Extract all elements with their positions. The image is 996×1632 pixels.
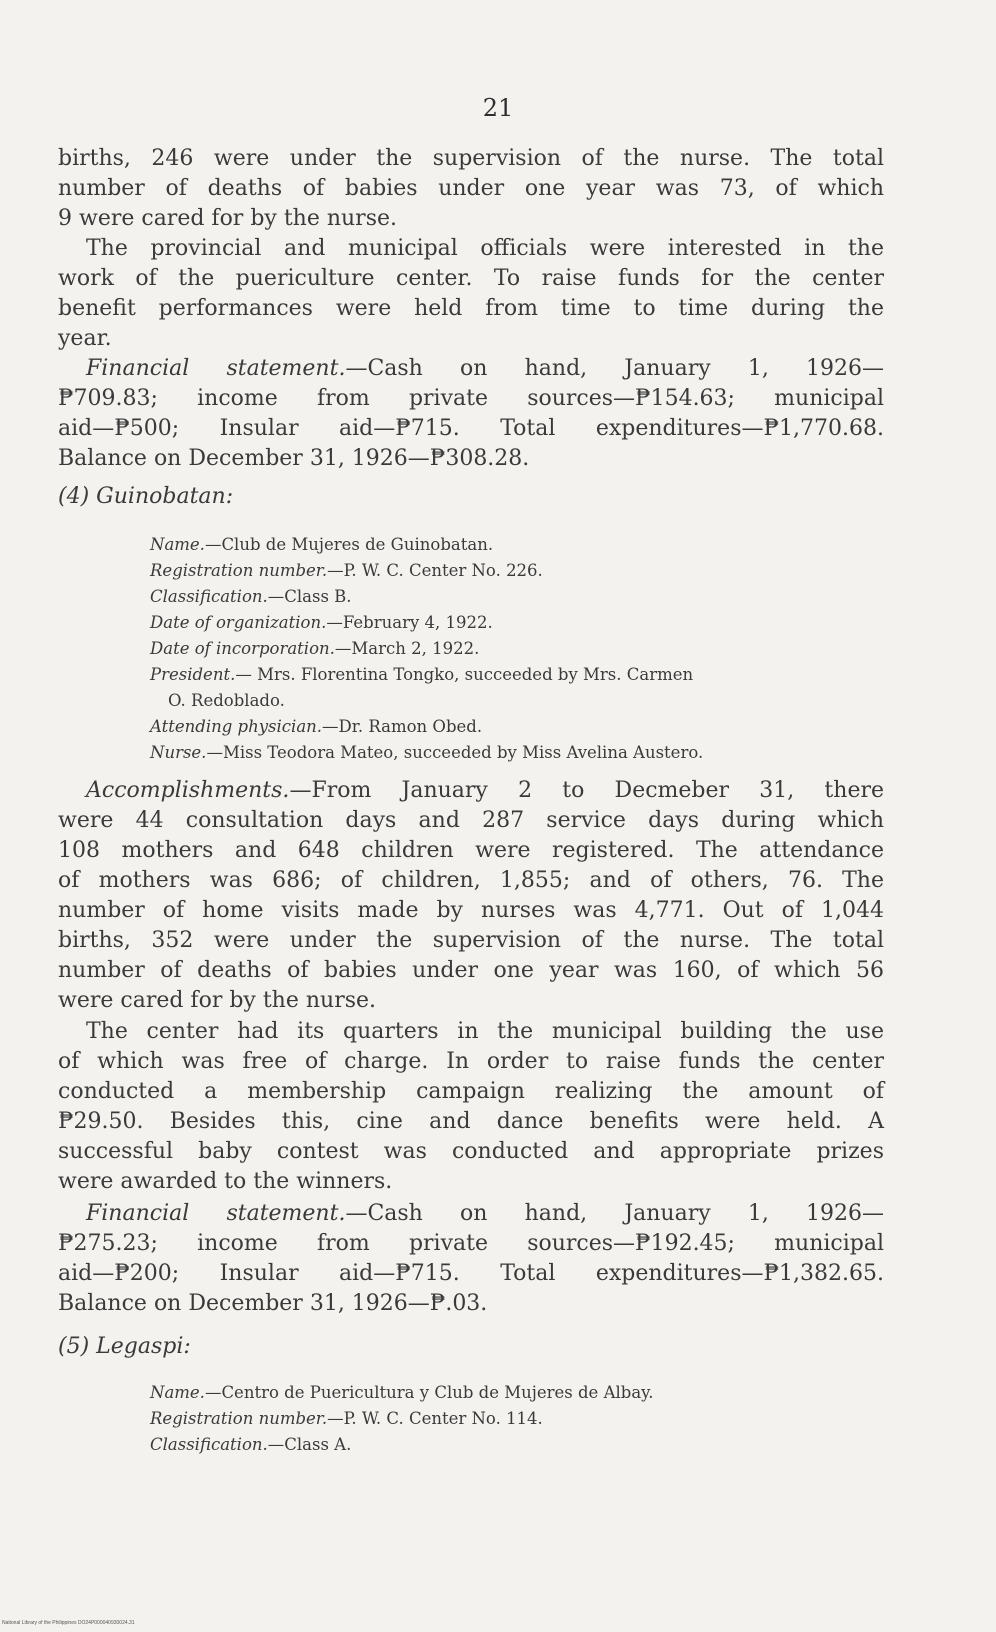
detail-entry [150,1380,880,1406]
text-line [58,354,884,384]
paragraph-births [58,144,884,234]
entry-label: Date of organization. [150,613,327,632]
detail-entry [150,610,880,636]
detail-entry [150,532,880,558]
entry-text: —Centro de Puericultura y Club de Mujeres de Albay. [204,1383,654,1402]
text-line: successful baby contest was conducted and appropriate prizes [58,1139,884,1164]
text-line: were awarded to the winners. [58,1169,393,1194]
section-title: Guinobatan: [96,484,234,509]
text-span: —From January 2 to Decmeber 31, there [289,778,884,803]
detail-entry [150,1406,880,1432]
entry-text: —Club de Mujeres de Guinobatan. [204,535,494,554]
text-line: ₱709.83; income from private sources—₱154.63; municipal [58,386,884,411]
scan-footer: National Library of the Philippines DO24P000040930024.31 [2,1620,135,1626]
section-title: Legaspi: [96,1334,191,1359]
entry-label: Name. [150,1383,205,1402]
text-line [58,1199,884,1229]
text-line: 108 mothers and 648 children were registered. The attendance [58,838,884,863]
detail-entry [150,740,880,766]
entry-label: Date of incorporation. [150,639,335,658]
text-line: work of the puericulture center. To raise funds for the center [58,266,884,291]
text-line: year. [58,326,112,351]
entry-text: —February 4, 1922. [326,613,493,632]
detail-entry [150,662,880,688]
section-heading-guinobatan [58,484,233,509]
detail-entry [150,1432,880,1458]
paragraph-center-quarters [58,1017,884,1197]
entry-label: Nurse. [150,743,207,762]
text-line: were cared for by the nurse. [58,988,377,1013]
text-line: were 44 consultation days and 287 service days during which [58,808,884,833]
text-line: Balance on December 31, 1926—₱.03. [58,1291,488,1316]
entry-text: —Class A. [267,1435,352,1454]
entry-label: Attending physician. [150,717,323,736]
entry-text: —P. W. C. Center No. 114. [327,1409,543,1428]
section-lead: Accomplishments. [86,778,290,803]
entry-text: —Class B. [267,587,352,606]
page-number: 21 [482,94,514,122]
section-lead: Financial statement. [86,356,346,381]
entry-text: —March 2, 1922. [334,639,480,658]
detail-entry [150,636,880,662]
entry-label: Name. [150,535,205,554]
section-lead: Financial statement. [86,1201,346,1226]
text-line: aid—₱500; Insular aid—₱715. Total expenditures—₱1,770.68. [58,416,884,441]
text-line [58,776,884,806]
text-span: —Cash on hand, January 1, 1926— [345,356,884,381]
text-line: aid—₱200; Insular aid—₱715. Total expenditures—₱1,382.65. [58,1261,884,1286]
text-line: 9 were cared for by the nurse. [58,206,398,231]
legaspi-details [150,1380,880,1458]
text-line: number of deaths of babies under one year was 160, of which 56 [58,958,884,983]
text-line: births, 246 were under the supervision of the nurse. The total [58,146,884,171]
text-line: of which was free of charge. In order to raise funds the center [58,1049,884,1074]
text-line: benefit performances were held from time to time during the [58,296,884,321]
text-line: number of home visits made by nurses was 4,771. Out of 1,044 [58,898,884,923]
detail-entry [150,584,880,610]
entry-text: O. Redoblado. [168,691,285,710]
text-line: Balance on December 31, 1926—₱308.28. [58,446,530,471]
text-line: The center had its quarters in the municipal building the use [86,1019,884,1044]
detail-entry [150,558,880,584]
text-line: ₱275.23; income from private sources—₱192.45; municipal [58,1231,884,1256]
text-line: The provincial and municipal officials were interested in the [86,236,884,261]
entry-label: Registration number. [150,1409,328,1428]
entry-text: —Dr. Ramon Obed. [322,717,483,736]
detail-entry [150,714,880,740]
financial-statement-2 [58,1199,884,1319]
section-heading-legaspi [58,1334,191,1359]
entry-label: President. [150,665,236,684]
section-number: (4) [58,484,90,509]
text-line: number of deaths of babies under one year was 73, of which [58,176,884,201]
paragraph-officials [58,234,884,354]
text-line: conducted a membership campaign realizing the amount of [58,1079,884,1104]
guinobatan-details [150,532,880,766]
text-line: births, 352 were under the supervision of the nurse. The total [58,928,884,953]
accomplishments-paragraph [58,776,884,1016]
text-line: ₱29.50. Besides this, cine and dance benefits were held. A [58,1109,884,1134]
entry-label: Classification. [150,587,268,606]
text-line: of mothers was 686; of children, 1,855; and of others, 76. The [58,868,884,893]
section-number: (5) [58,1334,90,1359]
detail-entry [150,688,880,714]
entry-text: —Miss Teodora Mateo, succeeded by Miss Avelina Austero. [206,743,704,762]
entry-text: —P. W. C. Center No. 226. [327,561,543,580]
entry-label: Classification. [150,1435,268,1454]
text-span: —Cash on hand, January 1, 1926— [345,1201,884,1226]
financial-statement-1 [58,354,884,474]
entry-label: Registration number. [150,561,328,580]
entry-text: — Mrs. Florentina Tongko, succeeded by Mrs. Carmen [235,665,694,684]
